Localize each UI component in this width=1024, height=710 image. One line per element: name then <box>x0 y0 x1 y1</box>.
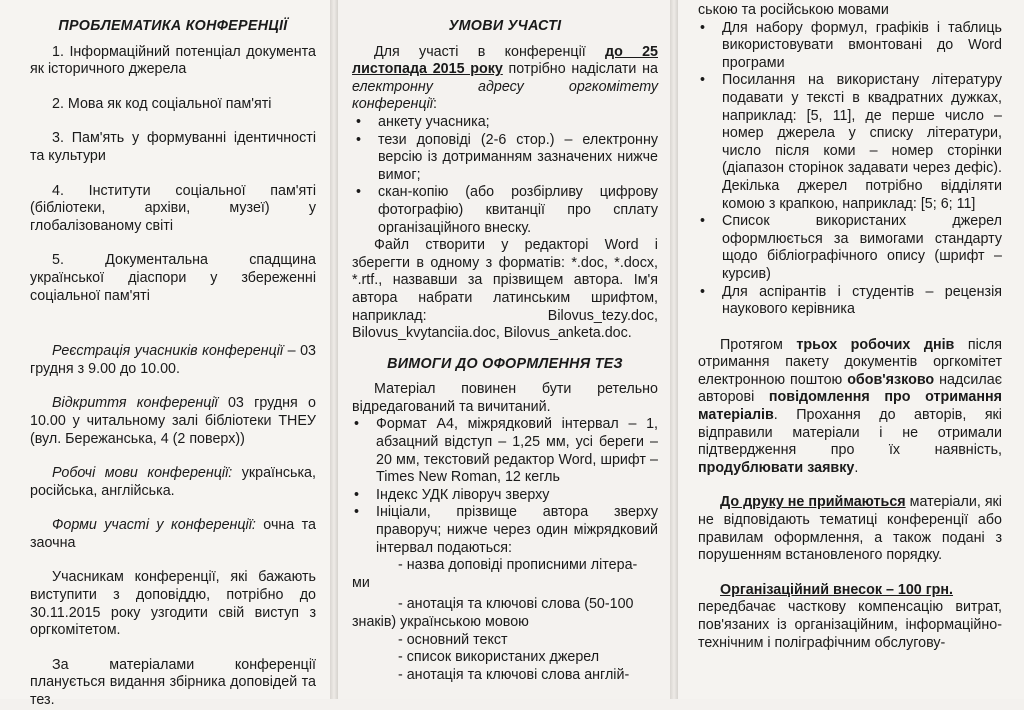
sub-item: - основний текст <box>398 631 508 648</box>
forms-info <box>30 517 316 552</box>
notify-emphasis: продублювати заявку <box>698 459 855 476</box>
requirements-heading: ВИМОГИ ДО ОФОРМЛЕННЯ ТЕЗ <box>387 355 623 372</box>
terms-intro <box>352 44 658 114</box>
sub-item: - список використаних джерел <box>398 649 600 666</box>
list-item: • Ініціали, прізвище автора зверху праворуч; нижче через один міжрядковий інтервал подаються: <box>352 504 658 557</box>
fee-label: Організаційний внесок – 100 грн. <box>720 581 954 598</box>
forms-label: Форми участі у конференції: <box>52 517 256 534</box>
rejection-text: матеріали, які не відповідають тематиці конференції або правилам оформлення, а також подані з порушенням встановленого порядку. <box>698 494 1002 564</box>
notify-text: . <box>854 459 859 476</box>
topic-item: 2. Мова як код соціальної пам'яті <box>52 95 272 112</box>
list-item: • Формат А4, міжрядковий інтервал – 1, абзацний відступ – 1,25 мм, усі береги – 20 мм, текстовий редактор Word, шрифт – Times New Roman, 12 кегль <box>352 416 658 486</box>
requirements-intro: Матеріал повинен бути ретельно відредагований та вичитаний. <box>352 381 658 415</box>
notify-text: . Прохання до авторів, які відправили матеріали і не отримали підтвердження про їх наявність, <box>698 407 1002 459</box>
email-reference: електронну адресу оргкомітету конференції <box>352 78 658 113</box>
agree-info: Учасникам конференції, які бажають виступити з доповіддю, потрібно до 30.11.2015 року узгодити свій виступ з оргкомітетом. <box>30 569 316 639</box>
languages-info <box>30 465 316 500</box>
notification-info <box>698 337 1002 478</box>
page-fold <box>670 0 678 699</box>
registration-text: – 03 грудня з 9.00 до 10.00. <box>30 343 316 377</box>
sub-item-continued: знаків) українською мовою <box>352 614 529 630</box>
topic-item: 4. Інститути соціальної пам'яті (бібліотеки, архіви, музеї) у глобалізованому світі <box>30 182 316 234</box>
list-item: • Для аспірантів і студентів – рецензія наукового керівника <box>698 284 1002 319</box>
required-documents-list <box>352 114 658 237</box>
list-item: • скан-копію (або розбірливу цифрову фотографію) квитанції про сплату організаційного внеску. <box>352 184 658 237</box>
list-item: • Для набору формул, графіків і таблиць використовувати вмонтовані до Word програми <box>698 20 1002 73</box>
list-item: • Посилання на використану літературу подавати у тексті в квадратних дужках, наприклад: [5, 11], де перше число – номер джерела у списку літератури, число після коми – номер сторінки (діапазон сторінок задавати через дефіс). Декілька джерел потрібно відділяти комою з крапкою, наприклад: [5; 6; 11] <box>698 72 1002 213</box>
intro-text: потрібно надіслати на <box>502 61 658 78</box>
intro-text: Для участі в конференції <box>374 43 605 60</box>
registration-info <box>30 343 316 378</box>
list-item: • анкету учасника; <box>352 114 658 132</box>
notify-emphasis: обов'язково <box>847 371 935 388</box>
notify-text: після отримання пакету документів оргкомітет електронною поштою <box>698 336 1003 388</box>
column-conference-topics <box>0 0 330 709</box>
opening-label: Відкриття конференції <box>52 395 218 412</box>
formatting-list <box>698 20 1002 319</box>
notify-text: надсилає авторові <box>698 371 1002 406</box>
opening-text: 03 грудня о 10.00 у читальному залі бібліотеки ТНЕУ (вул. Бережанська, 4 (2 поверх)) <box>30 395 316 447</box>
notify-emphasis: трьох робочих днів <box>796 336 955 353</box>
notify-text: Протягом <box>720 336 797 353</box>
topic-item: 3. Пам'ять у формуванні ідентичності та культури <box>30 130 316 164</box>
forms-text: очна та заочна <box>30 517 316 551</box>
registration-label: Реєстрація учасників конференції <box>52 343 284 360</box>
terms-heading: УМОВИ УЧАСТІ <box>448 18 562 34</box>
topics-heading: ПРОБЛЕМАТИКА КОНФЕРЕНЦІЇ <box>58 18 288 34</box>
list-item: • тези доповіді (2-6 стор.) – електронну версію із дотриманням зазначених нижче вимог; <box>352 132 658 185</box>
languages-label: Робочі мови конференції: <box>52 465 233 482</box>
list-item: • Список використаних джерел оформлюється за вимогами стандарту щодо бібліографічного опису (шрифт – курсив) <box>698 213 1002 283</box>
page-fold <box>330 0 338 699</box>
column-formatting-rules <box>678 0 1024 699</box>
sub-item: - анотація та ключові слова англій- <box>398 666 630 683</box>
rejection-info <box>698 494 1002 564</box>
languages-text: українська, російська, англійська. <box>30 465 316 499</box>
opening-info <box>30 395 316 448</box>
fee-heading <box>698 582 1002 600</box>
topic-item: 1. Інформаційний потенціал документа як історичного джерела <box>30 43 316 78</box>
fee-text: передбачає часткову компенсацію витрат, пов'язаних із організаційним, інформаційно-технічним і поліграфічним обслугову- <box>698 599 1002 651</box>
requirements-list <box>352 416 658 557</box>
publish-info: За матеріалами конференції планується видання збірника доповідей та тез. <box>30 656 316 709</box>
intro-text: : <box>432 96 437 113</box>
deadline: до 25 листопада 2015 року <box>352 43 658 78</box>
file-format-info: Файл створити у редакторі Word і зберегти в одному з форматів: *.doc, *.docx, *.rtf., назвавши за прізвищем автора. Ім'я автора набрати латинським шрифтом, наприклад: Bilovus_tezy.doc, Bilovus_kvytanciia.doc, Bilovus_anketa.doc. <box>352 237 658 342</box>
rejection-label: До друку не приймаються <box>720 494 906 511</box>
topic-item: 5. Документальна спадщина української діаспори у збереженні соціальної пам'яті <box>30 252 316 304</box>
notify-emphasis: повідомлення про отримання матеріалів <box>698 389 1002 424</box>
sub-item: - назва доповіді прописними літера- <box>398 557 638 574</box>
list-item: • Індекс УДК ліворуч зверху <box>352 487 658 505</box>
column-participation-terms <box>338 0 670 699</box>
continued-text: ською та російською мовами <box>698 2 889 18</box>
sub-item-continued: ми <box>352 574 370 591</box>
sub-item: - анотація та ключові слова (50-100 <box>398 596 634 613</box>
